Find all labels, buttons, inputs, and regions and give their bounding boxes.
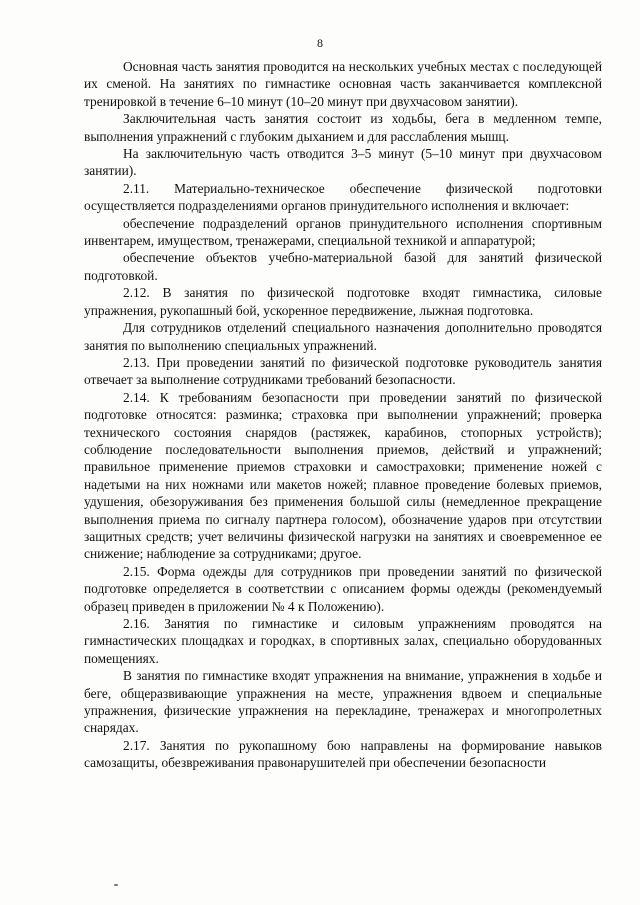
paragraph: 2.17. Занятия по рукопашному бою направлены на формирование навыков самозащиты, обезвреживания правонарушителей при обеспечении безопасности <box>84 737 602 771</box>
paragraph: В занятия по гимнастике входят упражнения на внимание, упражнения в ходьбе и беге, общеразвивающие упражнения на месте, упражнения вдвоем и специальные упражнения, физические упражнения на перекладине, тренажерах и многопролетных снарядах. <box>84 668 602 736</box>
scan-speck <box>114 884 118 886</box>
paragraph: 2.15. Форма одежды для сотрудников при проведении занятий по физической подготовке определяется в соответствии с описанием формы одежды (рекомендуемый образец приведен в приложении № 4 к Положению). <box>84 563 602 614</box>
paragraph: Для сотрудников отделений специального назначения дополнительно проводятся занятия по выполнению специальных упражнений. <box>84 320 602 353</box>
paragraph: 2.11. Материально-техническое обеспечение физической подготовки осуществляется подразделениями органов принудительного исполнения и включает: <box>84 180 602 214</box>
paragraph: 2.14. К требованиям безопасности при проведении занятий по физической подготовке относятся: разминка; страховка при выполнении упражнений; проверка технического состояния снарядов (растяжек, карабинов, стопорных устройств); соблюдение последовательности выполнения приемов, действий и упражнений; правильное применение приемов страховки и самостраховки; применение ножей с надетыми на них ножнами или макетов ножей; плавное проведение болевых приемов, удушения, обезоруживания без применения большой силы (немедленное прекращение выполнения приема по сигналу партнера голосом), обозначение ударов при отсутствии защитных средств; учет величины физической нагрузки на занятиях и своевременное ее снижение; наблюдение за сотрудниками; другое. <box>84 389 602 562</box>
paragraph: На заключительную часть отводится 3–5 минут (5–10 минут при двухчасовом занятии). <box>84 146 602 179</box>
paragraph: 2.16. Занятия по гимнастике и силовым упражнениям проводятся на гимнастических площадках и городках, в спортивных залах, специально оборудованных помещениях. <box>84 616 602 666</box>
paragraph: обеспечение подразделений органов принудительного исполнения спортивным инвентарем, имуществом, тренажерами, специальной техникой и аппаратурой; <box>84 215 602 249</box>
paragraph: Основная часть занятия проводится на нескольких учебных местах с последующей их сменой. На занятиях по гимнастике основная часть заканчивается комплексной тренировкой в течение 6–10 минут (10–20 минут при двухчасовом занятии). <box>84 59 602 109</box>
page-number: 8 <box>317 36 323 50</box>
body-text <box>84 58 602 772</box>
paragraph: обеспечение объектов учебно-материальной базой для занятий физической подготовкой. <box>84 250 602 283</box>
paragraph: 2.12. В занятия по физической подготовке входят гимнастика, силовые упражнения, рукопашный бой, ускоренное передвижение, лыжная подготовка. <box>84 285 602 318</box>
paragraph: 2.13. При проведении занятий по физической подготовке руководитель занятия отвечает за выполнение сотрудниками требований безопасности. <box>84 354 602 388</box>
paragraph: Заключительная часть занятия состоит из ходьбы, бега в медленном темпе, выполнения упражнений с глубоким дыханием и для расслабления мышц. <box>84 111 602 144</box>
